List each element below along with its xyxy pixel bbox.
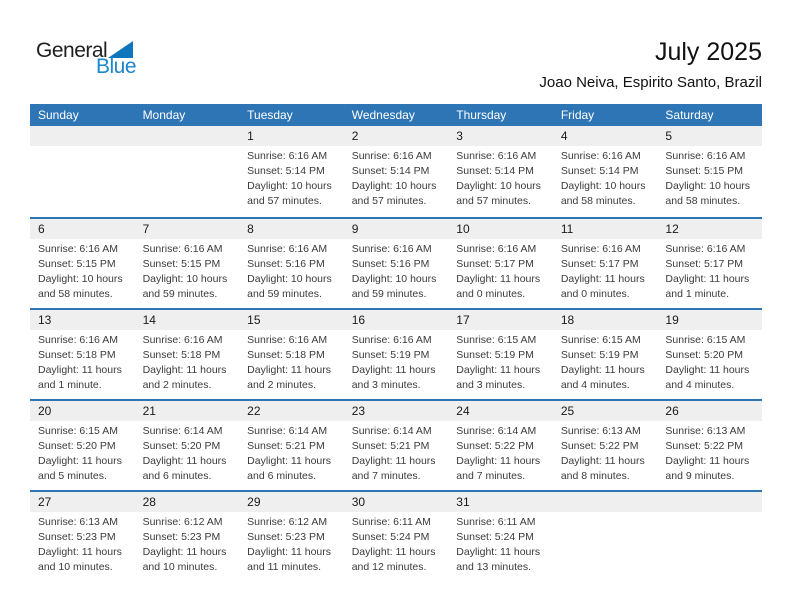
day-details (135, 512, 240, 575)
logo-text-blue: Blue (96, 55, 137, 78)
day-number: 3 (448, 126, 553, 146)
sunrise-text: Sunrise: 6:16 AM (247, 150, 328, 162)
sunset-text: Sunset: 5:24 PM (456, 531, 534, 543)
day-details (553, 146, 658, 209)
day-number: 26 (657, 401, 762, 421)
sunset-text: Sunset: 5:14 PM (351, 165, 430, 177)
sunrise-text: Sunrise: 6:11 AM (456, 516, 536, 528)
sunrise-text: Sunrise: 6:16 AM (456, 243, 537, 255)
daylight-text: Daylight: 11 hours and 11 minutes. (247, 546, 331, 573)
empty-day-cell (135, 126, 240, 217)
daylight-text: Daylight: 10 hours and 57 minutes. (351, 180, 437, 207)
day-details (30, 512, 135, 575)
daylight-text: Daylight: 10 hours and 58 minutes. (38, 273, 123, 300)
day-cell (553, 310, 658, 399)
day-cell (344, 126, 449, 217)
day-details (30, 239, 135, 302)
day-number: 11 (553, 219, 658, 239)
sunset-text: Sunset: 5:22 PM (456, 440, 534, 452)
title-block (539, 38, 762, 91)
sunset-text: Sunset: 5:23 PM (38, 531, 116, 543)
day-cell (239, 126, 344, 217)
day-number: 1 (239, 126, 344, 146)
day-number: 20 (30, 401, 135, 421)
day-details (553, 330, 658, 393)
daylight-text: Daylight: 10 hours and 58 minutes. (560, 180, 646, 207)
daylight-text: Daylight: 11 hours and 6 minutes. (142, 455, 227, 482)
sunset-text: Sunset: 5:17 PM (560, 258, 639, 270)
sunrise-text: Sunrise: 6:16 AM (456, 150, 537, 162)
week-row (30, 490, 762, 581)
daylight-text: Daylight: 11 hours and 8 minutes. (560, 455, 645, 482)
day-cell (448, 492, 553, 581)
sunset-text: Sunset: 5:15 PM (38, 258, 116, 270)
day-details (135, 239, 240, 302)
day-number (135, 126, 240, 146)
day-cell (344, 492, 449, 581)
daylight-text: Daylight: 11 hours and 1 minute. (665, 273, 750, 300)
day-number: 5 (657, 126, 762, 146)
sunrise-text: Sunrise: 6:16 AM (142, 243, 223, 255)
week-row (30, 217, 762, 308)
day-cell (657, 126, 762, 217)
page-title: July 2025 (654, 38, 762, 66)
sunset-text: Sunset: 5:23 PM (142, 531, 221, 543)
sunrise-text: Sunrise: 6:16 AM (351, 243, 432, 255)
daylight-text: Daylight: 11 hours and 2 minutes. (247, 364, 331, 391)
day-number: 19 (657, 310, 762, 330)
day-number (553, 492, 658, 512)
day-details (344, 421, 449, 484)
day-details (553, 239, 658, 302)
sunrise-text: Sunrise: 6:16 AM (38, 243, 118, 255)
sunrise-text: Sunrise: 6:14 AM (142, 425, 223, 437)
day-number: 7 (135, 219, 240, 239)
day-number: 18 (553, 310, 658, 330)
week-row (30, 126, 762, 217)
day-cell (135, 492, 240, 581)
day-number: 13 (30, 310, 135, 330)
day-details (657, 421, 762, 484)
day-details (30, 330, 135, 393)
day-cell (135, 310, 240, 399)
daylight-text: Daylight: 11 hours and 12 minutes. (351, 546, 436, 573)
calendar-weeks (30, 126, 762, 581)
sunrise-text: Sunrise: 6:13 AM (560, 425, 641, 437)
sunset-text: Sunset: 5:24 PM (351, 531, 430, 543)
weekday-header-wednesday: Wednesday (351, 108, 415, 122)
sunrise-text: Sunrise: 6:16 AM (38, 334, 118, 346)
day-number: 29 (239, 492, 344, 512)
sunset-text: Sunset: 5:19 PM (560, 349, 639, 361)
daylight-text: Daylight: 10 hours and 57 minutes. (247, 180, 332, 207)
sunset-text: Sunset: 5:20 PM (38, 440, 116, 452)
sunrise-text: Sunrise: 6:13 AM (665, 425, 746, 437)
daylight-text: Daylight: 11 hours and 10 minutes. (38, 546, 122, 573)
day-details (135, 421, 240, 484)
sunset-text: Sunset: 5:17 PM (665, 258, 744, 270)
day-number: 8 (239, 219, 344, 239)
sunrise-text: Sunrise: 6:15 AM (560, 334, 641, 346)
day-details (239, 330, 344, 393)
day-cell (553, 219, 658, 308)
sunrise-text: Sunrise: 6:16 AM (665, 150, 746, 162)
day-cell (239, 492, 344, 581)
sunset-text: Sunset: 5:17 PM (456, 258, 534, 270)
day-number: 21 (135, 401, 240, 421)
daylight-text: Daylight: 10 hours and 59 minutes. (142, 273, 228, 300)
day-details (448, 421, 553, 484)
weekday-header-friday: Friday (560, 108, 595, 122)
empty-day-cell (553, 492, 658, 581)
day-cell (448, 310, 553, 399)
day-cell (657, 401, 762, 490)
day-details (344, 512, 449, 575)
sunset-text: Sunset: 5:21 PM (351, 440, 430, 452)
day-number: 10 (448, 219, 553, 239)
day-cell (30, 401, 135, 490)
sunset-text: Sunset: 5:23 PM (247, 531, 325, 543)
day-cell (448, 401, 553, 490)
weekday-header-saturday: Saturday (665, 108, 714, 122)
day-cell (30, 219, 135, 308)
sunset-text: Sunset: 5:19 PM (351, 349, 430, 361)
sunrise-text: Sunrise: 6:16 AM (351, 150, 432, 162)
sunrise-text: Sunrise: 6:15 AM (456, 334, 537, 346)
sunrise-text: Sunrise: 6:16 AM (247, 334, 328, 346)
day-number: 4 (553, 126, 658, 146)
sunrise-text: Sunrise: 6:12 AM (142, 516, 223, 528)
day-details (448, 146, 553, 209)
sunset-text: Sunset: 5:20 PM (142, 440, 221, 452)
day-cell (553, 126, 658, 217)
week-row (30, 399, 762, 490)
day-cell (344, 310, 449, 399)
day-details (657, 239, 762, 302)
day-cell (448, 219, 553, 308)
sunset-text: Sunset: 5:14 PM (456, 165, 534, 177)
day-number: 24 (448, 401, 553, 421)
daylight-text: Daylight: 11 hours and 7 minutes. (351, 455, 436, 482)
calendar-table (30, 104, 762, 581)
daylight-text: Daylight: 11 hours and 7 minutes. (456, 455, 541, 482)
sunset-text: Sunset: 5:18 PM (38, 349, 116, 361)
daylight-text: Daylight: 11 hours and 4 minutes. (665, 364, 750, 391)
sunset-text: Sunset: 5:15 PM (665, 165, 744, 177)
daylight-text: Daylight: 10 hours and 59 minutes. (247, 273, 332, 300)
sunrise-text: Sunrise: 6:16 AM (351, 334, 432, 346)
day-details (448, 239, 553, 302)
daylight-text: Daylight: 11 hours and 5 minutes. (38, 455, 122, 482)
daylight-text: Daylight: 11 hours and 10 minutes. (142, 546, 227, 573)
sunrise-text: Sunrise: 6:12 AM (247, 516, 328, 528)
daylight-text: Daylight: 10 hours and 59 minutes. (351, 273, 437, 300)
weekday-header-monday: Monday (142, 108, 186, 122)
day-number: 28 (135, 492, 240, 512)
day-number: 2 (344, 126, 449, 146)
day-number: 23 (344, 401, 449, 421)
day-details (30, 421, 135, 484)
general-blue-logo (36, 40, 146, 76)
day-details (239, 512, 344, 575)
day-number: 16 (344, 310, 449, 330)
sunset-text: Sunset: 5:20 PM (665, 349, 744, 361)
day-number: 30 (344, 492, 449, 512)
sunrise-text: Sunrise: 6:13 AM (38, 516, 118, 528)
sunset-text: Sunset: 5:18 PM (247, 349, 325, 361)
daylight-text: Daylight: 11 hours and 3 minutes. (456, 364, 541, 391)
weekday-header-thursday: Thursday (456, 108, 507, 122)
sunset-text: Sunset: 5:22 PM (560, 440, 639, 452)
day-details (657, 330, 762, 393)
day-cell (239, 310, 344, 399)
sunset-text: Sunset: 5:22 PM (665, 440, 744, 452)
day-details (344, 239, 449, 302)
daylight-text: Daylight: 10 hours and 57 minutes. (456, 180, 541, 207)
day-cell (239, 401, 344, 490)
sunrise-text: Sunrise: 6:11 AM (351, 516, 431, 528)
day-number: 9 (344, 219, 449, 239)
day-details (344, 146, 449, 209)
empty-day-cell (30, 126, 135, 217)
sunrise-text: Sunrise: 6:16 AM (247, 243, 328, 255)
week-row (30, 308, 762, 399)
day-cell (239, 219, 344, 308)
sunrise-text: Sunrise: 6:15 AM (665, 334, 746, 346)
sunset-text: Sunset: 5:16 PM (247, 258, 325, 270)
day-number (657, 492, 762, 512)
daylight-text: Daylight: 11 hours and 2 minutes. (142, 364, 227, 391)
day-cell (657, 310, 762, 399)
weekday-header-row (30, 104, 762, 126)
page-subtitle: Joao Neiva, Espirito Santo, Brazil (539, 74, 762, 91)
sunrise-text: Sunrise: 6:14 AM (351, 425, 432, 437)
day-details (239, 239, 344, 302)
day-details (448, 330, 553, 393)
sunset-text: Sunset: 5:21 PM (247, 440, 325, 452)
daylight-text: Daylight: 11 hours and 6 minutes. (247, 455, 331, 482)
day-cell (135, 219, 240, 308)
daylight-text: Daylight: 11 hours and 3 minutes. (351, 364, 436, 391)
day-number: 25 (553, 401, 658, 421)
day-number: 12 (657, 219, 762, 239)
daylight-text: Daylight: 10 hours and 58 minutes. (665, 180, 751, 207)
daylight-text: Daylight: 11 hours and 0 minutes. (560, 273, 645, 300)
day-cell (344, 401, 449, 490)
day-cell (30, 492, 135, 581)
daylight-text: Daylight: 11 hours and 9 minutes. (665, 455, 750, 482)
sunset-text: Sunset: 5:19 PM (456, 349, 534, 361)
sunset-text: Sunset: 5:18 PM (142, 349, 221, 361)
day-details (344, 330, 449, 393)
sunrise-text: Sunrise: 6:15 AM (38, 425, 118, 437)
logo-text-general: General (36, 39, 108, 62)
day-number: 31 (448, 492, 553, 512)
day-cell (657, 219, 762, 308)
sunrise-text: Sunrise: 6:16 AM (142, 334, 223, 346)
sunset-text: Sunset: 5:14 PM (247, 165, 325, 177)
daylight-text: Daylight: 11 hours and 4 minutes. (560, 364, 645, 391)
sunrise-text: Sunrise: 6:16 AM (665, 243, 746, 255)
day-details (135, 330, 240, 393)
sunrise-text: Sunrise: 6:16 AM (560, 150, 641, 162)
day-cell (135, 401, 240, 490)
weekday-header-sunday: Sunday (38, 108, 79, 122)
day-number: 6 (30, 219, 135, 239)
day-number: 15 (239, 310, 344, 330)
sunrise-text: Sunrise: 6:14 AM (456, 425, 537, 437)
day-details (448, 512, 553, 575)
day-details (239, 146, 344, 209)
sunrise-text: Sunrise: 6:14 AM (247, 425, 328, 437)
daylight-text: Daylight: 11 hours and 1 minute. (38, 364, 122, 391)
weekday-header-tuesday: Tuesday (247, 108, 293, 122)
day-cell (30, 310, 135, 399)
sunset-text: Sunset: 5:15 PM (142, 258, 221, 270)
day-number: 17 (448, 310, 553, 330)
day-cell (344, 219, 449, 308)
day-details (553, 421, 658, 484)
day-details (657, 146, 762, 209)
day-cell (553, 401, 658, 490)
day-number: 22 (239, 401, 344, 421)
sunrise-text: Sunrise: 6:16 AM (560, 243, 641, 255)
daylight-text: Daylight: 11 hours and 0 minutes. (456, 273, 541, 300)
day-number: 14 (135, 310, 240, 330)
day-number: 27 (30, 492, 135, 512)
sunset-text: Sunset: 5:14 PM (560, 165, 639, 177)
empty-day-cell (657, 492, 762, 581)
day-details (239, 421, 344, 484)
day-number (30, 126, 135, 146)
sunset-text: Sunset: 5:16 PM (351, 258, 430, 270)
daylight-text: Daylight: 11 hours and 13 minutes. (456, 546, 541, 573)
day-cell (448, 126, 553, 217)
